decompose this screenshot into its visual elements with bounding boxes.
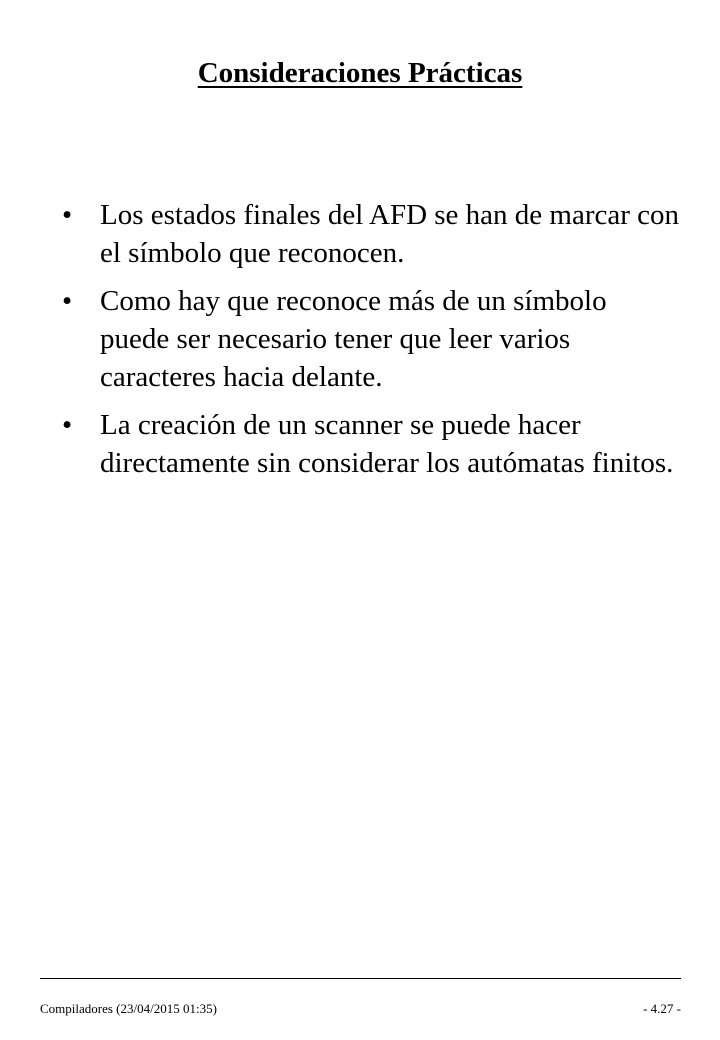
footer-course-label: Compiladores (23/04/2015 01:35)	[40, 1001, 217, 1016]
bullet-item	[62, 196, 682, 272]
page-title-text: Consideraciones Prácticas	[197, 57, 523, 89]
page-title	[0, 55, 720, 91]
bullet-text: La creación de un scanner se puede hacer directamente sin considerar los autómatas finitos.	[100, 409, 674, 479]
bullet-icon: •	[62, 199, 73, 231]
bullet-icon: •	[62, 285, 73, 317]
bullet-text: Como hay que reconoce más de un símbolo puede ser necesario tener que leer varios caracteres hacia delante.	[100, 285, 607, 393]
footer-divider	[40, 978, 681, 979]
bullet-text: Los estados finales del AFD se han de marcar con el símbolo que reconocen.	[100, 199, 680, 269]
footer-page-number: - 4.27 -	[643, 1001, 681, 1016]
bullet-icon: •	[62, 409, 73, 441]
bullet-item	[62, 282, 682, 396]
bullet-list	[62, 196, 682, 492]
bullet-item	[62, 406, 682, 482]
